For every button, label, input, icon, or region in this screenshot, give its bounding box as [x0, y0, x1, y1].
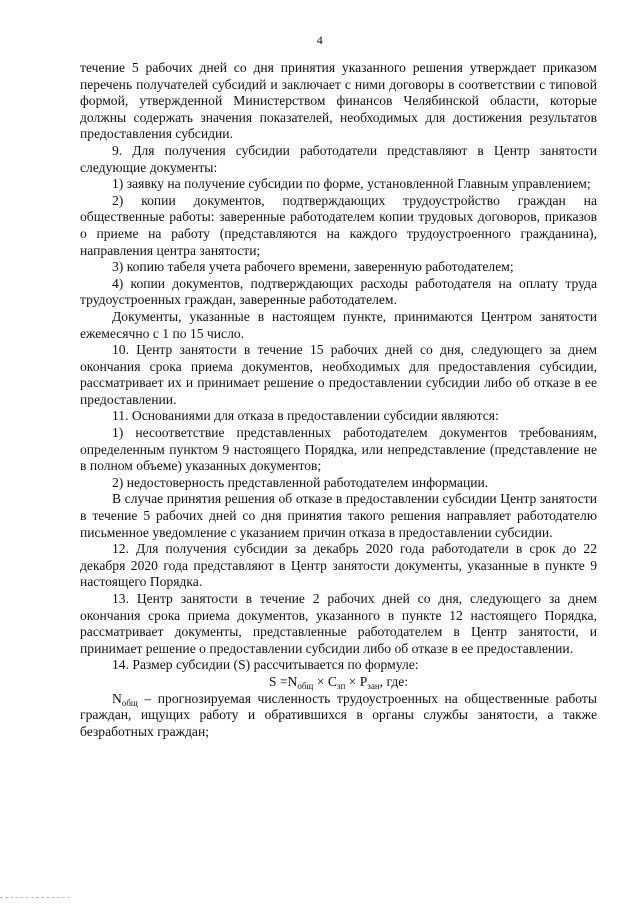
paragraph-11-item-2: 2) недостоверность представленной работодателем информации.: [112, 474, 489, 490]
definition-symbol: N: [112, 690, 122, 706]
definition-n-obsch: [80, 691, 597, 741]
paragraph-11: 11. Основаниями для отказа в предоставлении субсидии являются:: [112, 408, 499, 424]
document-body: [80, 60, 597, 740]
paragraph-14: 14. Размер субсидии (S) рассчитывается по формуле:: [112, 657, 419, 673]
formula-sub-obsch: общ: [297, 680, 314, 691]
paragraph-9-item-3: 3) копию табеля учета рабочего времени, заверенную работодателем;: [112, 259, 514, 275]
definition-symbol-sub: общ: [121, 697, 138, 708]
formula-lhs: S =N: [268, 673, 298, 689]
formula: [80, 674, 597, 691]
footer-divider: [0, 897, 70, 899]
paragraph-9-documents: Документы, указанные в настоящем пункте, принимаются Центром занятости ежемесячно с 1 по 15 число.: [80, 308, 597, 341]
paragraph-12: 12. Для получения субсидии за декабрь 2020 года работодатели в срок до 22 декабря 2020 года представляют в Центр занятости документы, указанные в пункте 9 настоящего Порядка.: [80, 541, 597, 590]
paragraph-9: 9. Для получения субсидии работодатели представляют в Центр занятости следующие документы:: [80, 142, 597, 175]
formula-sub-zan: зан: [367, 680, 380, 691]
paragraph-continuation: течение 5 рабочих дней со дня принятия указанного решения утверждает приказом перечень получателей субсидий и заключает с ними договоры в соответствии с типовой формой, утвержденной Министерством финансов Челябинской области, которые должны содержать значения показателей, необходимых для достижения результатов предоставления субсидии.: [80, 60, 597, 142]
definition-text: – прогнозируемая численность трудоустроенных на общественные работы граждан, ищущих работу и обратившихся в органы службы занятости, а также безработных граждан;: [80, 690, 597, 739]
paragraph-11-item-1: 1) несоответствие представленных работодателем документов требованиям, определенным пунктом 9 настоящего Порядка, или непредставление (представление не в полном объеме) указанных документов;: [80, 425, 597, 474]
formula-tail: , где:: [379, 673, 409, 689]
formula-sub-zp: зп: [336, 680, 346, 691]
paragraph-13: 13. Центр занятости в течение 2 рабочих дней со дня, следующего за днем окончания срока приема документов, указанного в пункте 12 настоящего Порядка, рассматривает документы, представленные работодателем в Центр занятости, и принимает решение о предоставлении субсидии либо об отказе в ее предоставлении.: [80, 591, 597, 656]
paragraph-9-item-4: 4) копии документов, подтверждающих расходы работодателя на оплату труда трудоустроенных граждан, заверенные работодателем.: [80, 275, 597, 308]
paragraph-10: 10. Центр занятости в течение 15 рабочих дней со дня, следующего за днем окончания срока приема документов, необходимых для предоставления субсидии, рассматривает их и принимает решение о предоставлении субсидии либо об отказе в ее предоставлении.: [80, 342, 597, 407]
paragraph-9-item-1: 1) заявку на получение субсидии по форме, установленной Главным управлением;: [112, 176, 591, 192]
paragraph-11-refusal: В случае принятия решения об отказе в предоставлении субсидии Центр занятости в течение 5 рабочих дней со дня принятия такого решения направляет работодателю письменное уведомление с указанием причин отказа в предоставлении субсидии.: [80, 491, 597, 540]
paragraph-9-item-2: 2) копии документов, подтверждающих трудоустройство граждан на общественные работы: заверенные работодателем копии трудовых договоров, приказов о приеме на работу (представляются на каждого трудоустроенного гражданина), направления центра занятости;: [80, 192, 597, 258]
formula-times-p: × P: [345, 673, 368, 689]
page-number: 4: [316, 33, 324, 47]
formula-times-c: × C: [313, 673, 337, 689]
